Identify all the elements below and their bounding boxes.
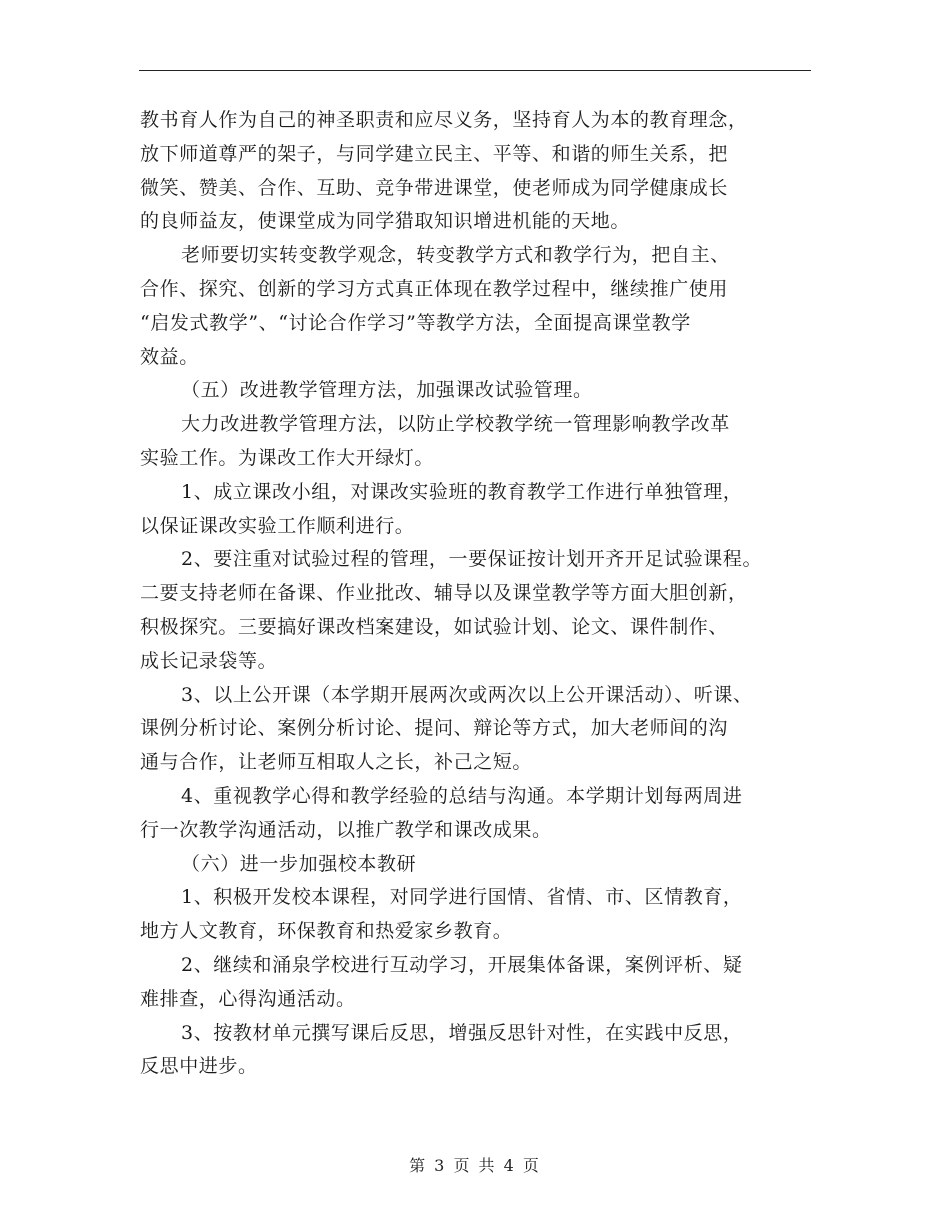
text-line: 积极探究。三要搞好课改档案建设，如试验计划、论文、课件制作、	[140, 615, 729, 638]
document-body	[140, 104, 830, 1084]
text-line: 大力改进教学管理方法，以防止学校教学统一管理影响教学改革	[181, 413, 730, 436]
text-line: “启发式教学”、“讨论合作学习”等教学方法，全面提高课堂教学	[140, 311, 691, 334]
text-line: （六）进一步加强校本教研	[181, 852, 417, 875]
text-line: 地方人文教育，环保教育和热爱家乡教育。	[140, 920, 513, 943]
text-line: 1、成立课改小组，对课改实验班的教育教学工作进行单独管理，	[181, 480, 743, 503]
text-line: 难排查，心得沟通活动。	[140, 987, 356, 1010]
text-line: 成长记录袋等。	[140, 649, 278, 672]
text-line: 1、积极开发校本课程，对同学进行国情、省情、市、区情教育，	[181, 886, 743, 909]
text-line: 的良师益友，使课堂成为同学猎取知识增进机能的天地。	[140, 210, 631, 233]
text-line: 效益。	[140, 345, 199, 368]
text-line: 以保证课改实验工作顺利进行。	[140, 514, 415, 537]
text-line: 2、要注重对试验过程的管理，一要保证按计划开齐开足试验课程。	[181, 548, 763, 571]
text-line: （五）改进教学管理方法，加强课改试验管理。	[181, 379, 593, 402]
text-line: 微笑、赞美、合作、互助、竞争带进课堂，使老师成为同学健康成长	[140, 176, 729, 199]
text-line: 3、按教材单元撰写课后反思，增强反思针对性，在实践中反思，	[181, 1021, 743, 1044]
text-line: 实验工作。为课改工作大开绿灯。	[140, 446, 435, 469]
text-line: 4、重视教学心得和教学经验的总结与沟通。本学期计划每两周进	[181, 784, 743, 807]
text-line: 课例分析讨论、案例分析讨论、提问、辩论等方式，加大老师间的沟	[140, 717, 729, 740]
text-line: 2、继续和涌泉学校进行互动学习，开展集体备课，案例评析、疑	[181, 953, 743, 976]
text-line: 教书育人作为自己的神圣职责和应尽义务，坚持育人为本的教育理念，	[140, 109, 748, 131]
text-line: 老师要切实转变教学观念，转变教学方式和教学行为，把自主、	[181, 244, 730, 267]
text-line: 反思中进步。	[140, 1055, 258, 1078]
text-line: 二要支持老师在备课、作业批改、辅导以及课堂教学等方面大胆创新，	[140, 582, 748, 605]
page-number: 第 3 页 共 4 页	[409, 1156, 541, 1175]
text-line: 通与合作，让老师互相取人之长，补己之短。	[140, 751, 533, 774]
text-line: 放下师道尊严的架子，与同学建立民主、平等、和谐的师生关系，把	[140, 142, 729, 165]
text-line: 3、以上公开课（本学期开展两次或两次以上公开课活动）、听课、	[181, 683, 753, 706]
header-rule	[139, 70, 811, 71]
text-line: 行一次教学沟通活动，以推广教学和课改成果。	[140, 818, 552, 841]
text-line: 合作、探究、创新的学习方式真正体现在教学过程中，继续推广使用	[140, 277, 729, 300]
